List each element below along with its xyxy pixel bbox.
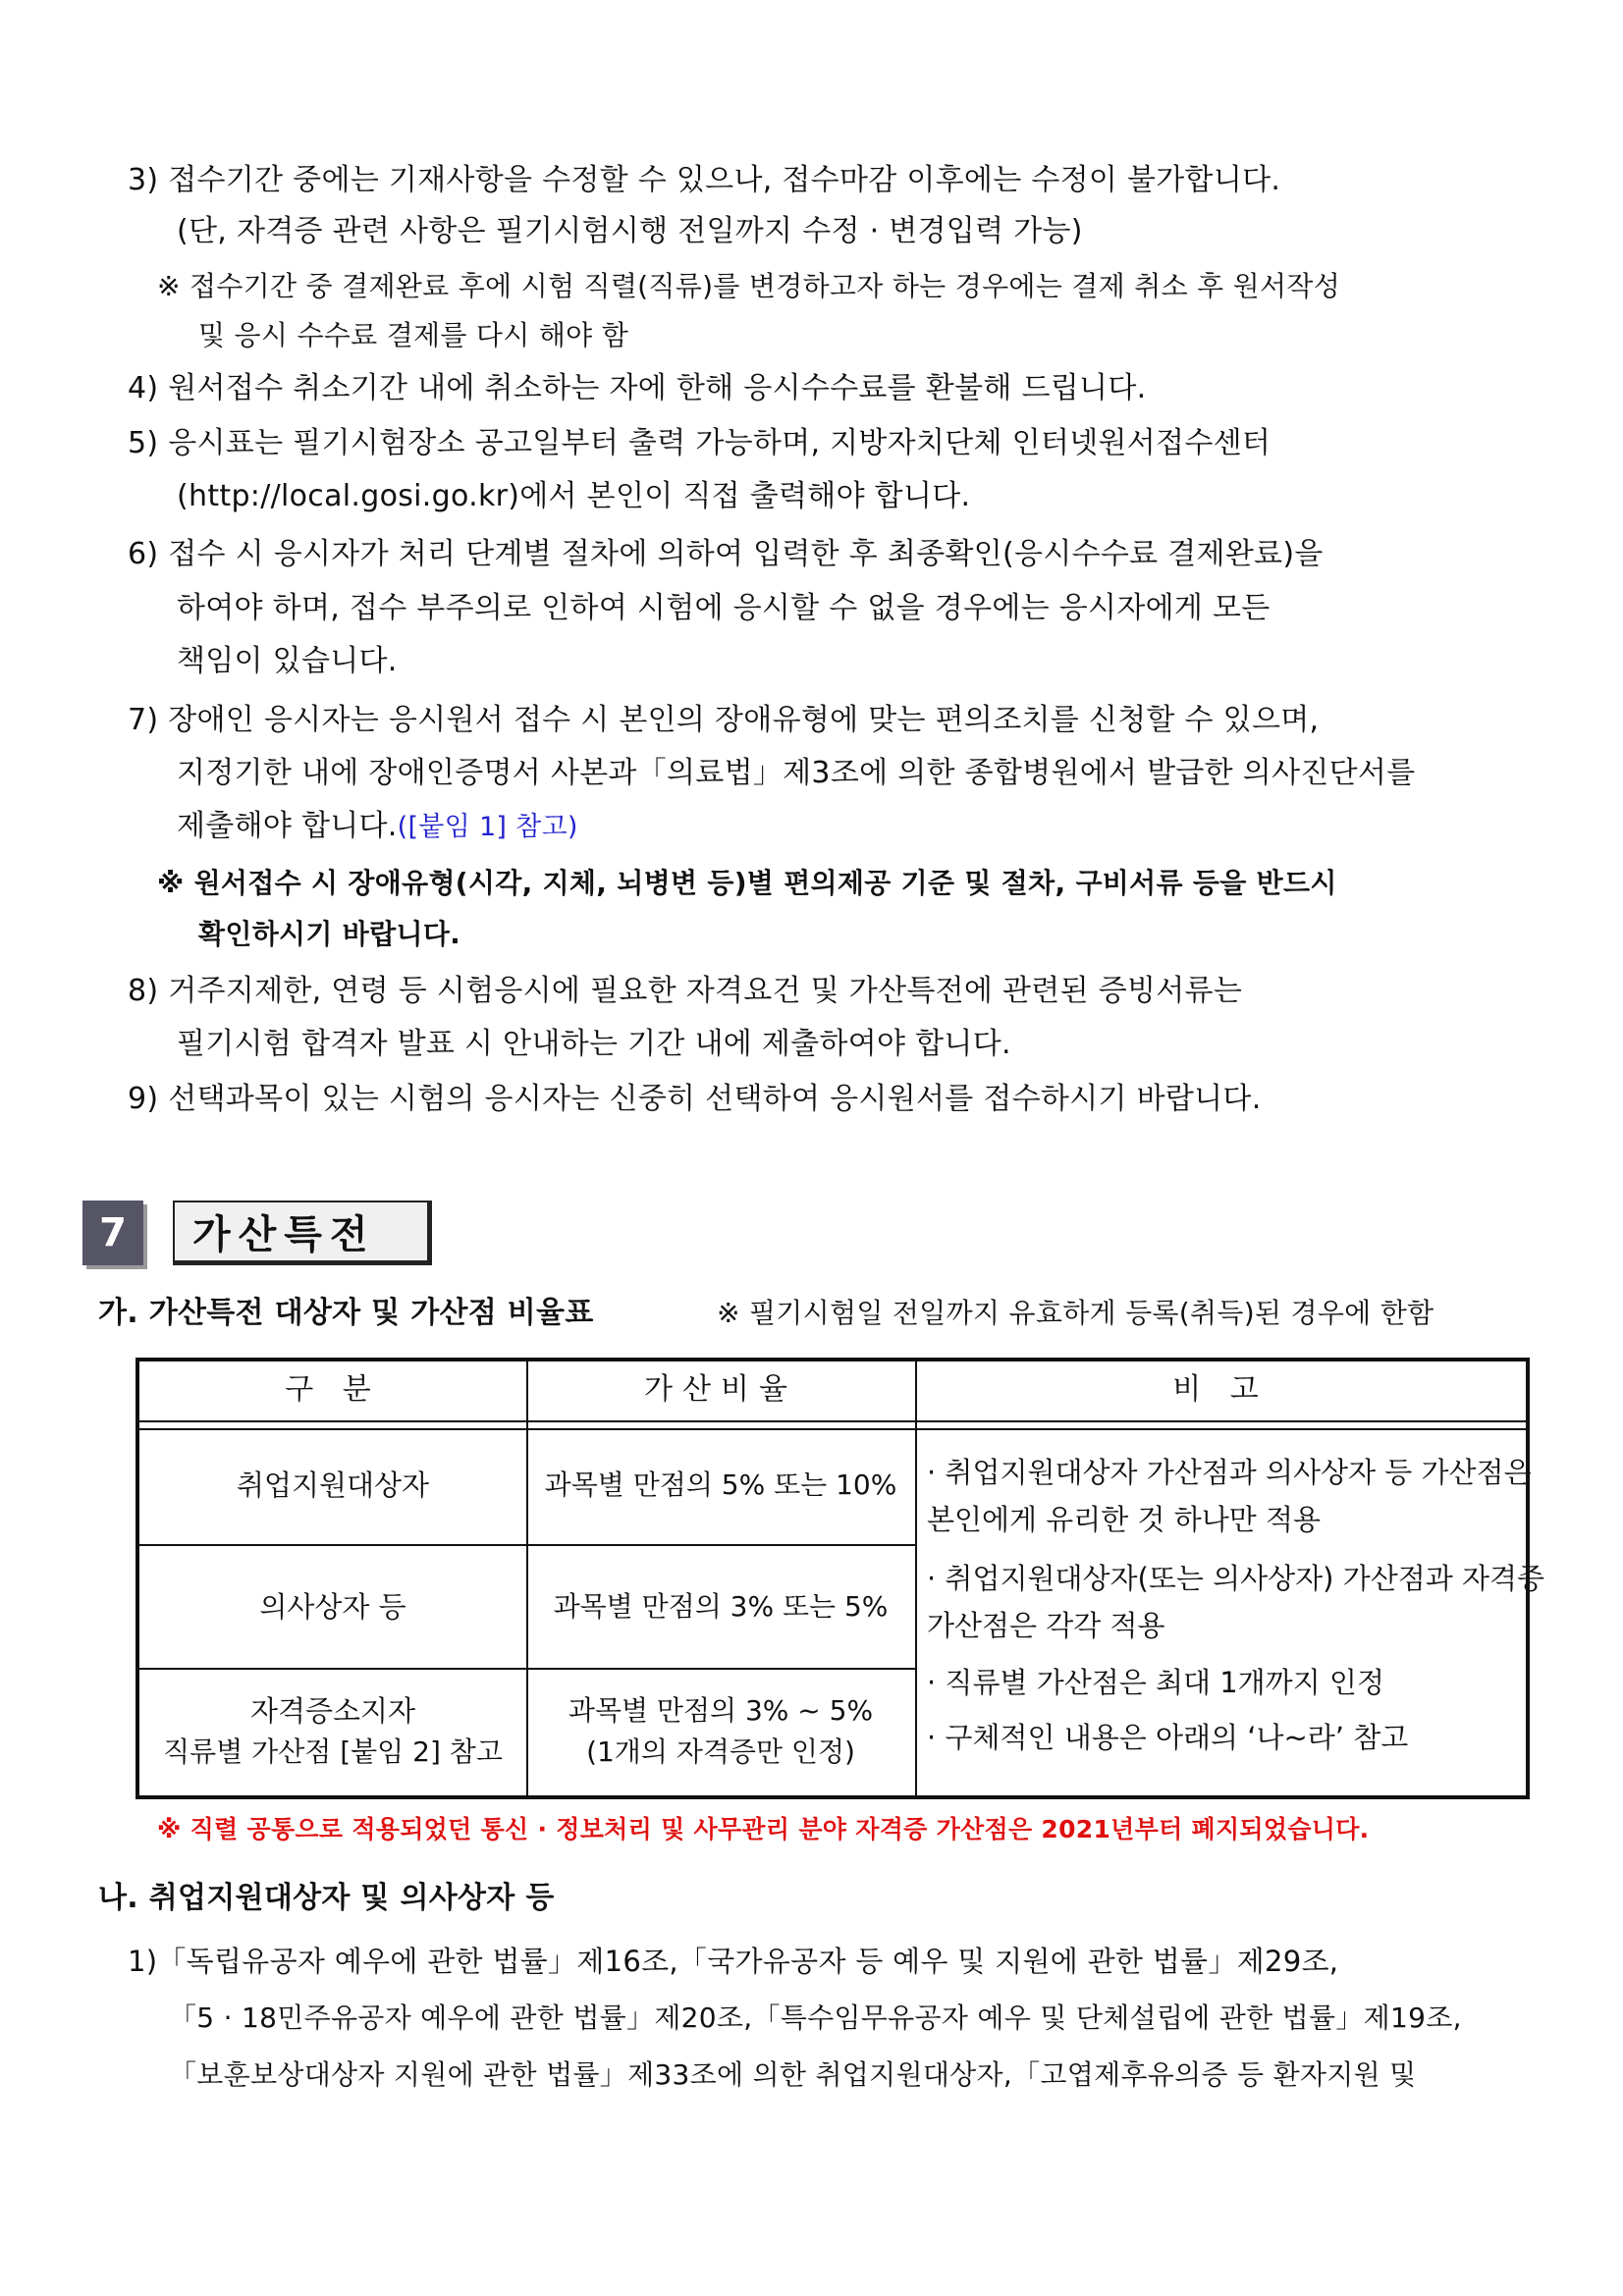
item-3-line-1: 3) 접수기간 중에는 기재사항을 수정할 수 있으나, 접수마감 이후에는 수정이 불가합니다. <box>128 163 1281 197</box>
remark-line-2: 본인에게 유리한 것 하나만 적용 <box>927 1503 1322 1536</box>
item-3-line-2: (단, 자격증 관련 사항은 필기시험시행 전일까지 수정 · 변경입력 가능) <box>177 214 1083 248</box>
row-2-category: 의사상자 등 <box>259 1590 406 1624</box>
item-3-note-line-2: 및 응시 수수료 결제를 다시 해야 함 <box>198 319 629 351</box>
item-7-line-2: 지정기한 내에 장애인증명서 사본과「의료법」제3조에 의한 종합병원에서 발급한 의사진단서를 <box>177 756 1416 790</box>
section-number-badge: 7 <box>82 1201 143 1265</box>
row-3-rate-line-2: (1개의 자격증만 인정) <box>586 1735 855 1768</box>
item-6-line-2: 하여야 하며, 접수 부주의로 인하여 시험에 응시할 수 없을 경우에는 응시자에게 모든 <box>177 591 1271 625</box>
attachment-1-reference: ([붙임 1] 참고) <box>397 812 578 842</box>
item-7-note-line-2: 확인하시기 바랍니다. <box>198 918 461 950</box>
item-7-line-1: 7) 장애인 응시자는 응시원서 접수 시 본인의 장애유형에 맞는 편의조치를 신청할 수 있으며, <box>128 703 1320 737</box>
row-1-rate: 과목별 만점의 5% 또는 10% <box>544 1468 897 1501</box>
row-2-rate: 과목별 만점의 3% 또는 5% <box>553 1590 889 1623</box>
item-9-line-1: 9) 선택과목이 있는 시험의 응시자는 신중히 선택하여 응시원서를 접수하시기 바랍니다. <box>128 1082 1262 1116</box>
remark-line-4: 가산점은 각각 적용 <box>927 1609 1165 1642</box>
item-5-line-1: 5) 응시표는 필기시험장소 공고일부터 출력 가능하며, 지방자치단체 인터넷원서접수센터 <box>128 426 1271 460</box>
table-divider <box>915 1362 917 1795</box>
subsection-a-note: ※ 필기시험일 전일까지 유효하게 등록(취득)된 경우에 한함 <box>717 1297 1434 1329</box>
item-4-line-1: 4) 원서접수 취소기간 내에 취소하는 자에 한해 응시수수료를 환불해 드립니다. <box>128 371 1147 405</box>
row-3-category-line-1: 자격증소지자 <box>249 1694 416 1728</box>
row-3-category-line-2: 직류별 가산점 [붙임 2] 참고 <box>163 1735 503 1768</box>
remark-line-3: · 취업지원대상자(또는 의사상자) 가산점과 자격증 <box>927 1562 1544 1595</box>
remark-line-1: · 취업지원대상자 가산점과 의사상자 등 가산점은 <box>927 1456 1532 1489</box>
remark-line-6: · 구체적인 내용은 아래의 ‘나~라’ 참고 <box>927 1721 1409 1754</box>
row-divider <box>139 1668 915 1670</box>
table-header-category: 구 분 <box>285 1372 381 1407</box>
subsection-b-heading: 나. 취업지원대상자 및 의사상자 등 <box>98 1881 555 1915</box>
item-7-note-line-1: ※ 원서접수 시 장애유형(시각, 지체, 뇌병변 등)별 편의제공 기준 및 절차, 구비서류 등을 반드시 <box>157 867 1337 899</box>
row-1-category: 취업지원대상자 <box>236 1468 430 1502</box>
table-footnote: ※ 직렬 공통으로 적용되었던 통신 · 정보처리 및 사무관리 분야 자격증 가산점은 2021년부터 폐지되었습니다. <box>157 1815 1370 1843</box>
subsection-a-heading: 가. 가산특전 대상자 및 가산점 비율표 <box>98 1296 594 1330</box>
subsection-b-line-1: 1)「독립유공자 예우에 관한 법률」제16조,「국가유공자 등 예우 및 지원에 관한 법률」제29조, <box>128 1945 1339 1978</box>
item-7-line-3 <box>177 807 578 847</box>
header-divider <box>139 1428 1526 1430</box>
item-3-note-line-1: ※ 접수기간 중 결제완료 후에 시험 직렬(직류)를 변경하고자 하는 경우에는 결제 취소 후 원서작성 <box>157 270 1341 302</box>
subsection-b-line-2: 「5 · 18민주유공자 예우에 관한 법률」제20조,「특수임무유공자 예우 및 단체설립에 관한 법률」제19조, <box>169 2002 1462 2034</box>
section-title: 가산특전 <box>173 1201 432 1265</box>
table-header-remarks: 비 고 <box>1172 1372 1269 1407</box>
item-8-line-1: 8) 거주지제한, 연령 등 시험응시에 필요한 자격요건 및 가산특전에 관련된 증빙서류는 <box>128 974 1243 1008</box>
remark-line-5: · 직류별 가산점은 최대 1개까지 인정 <box>927 1666 1384 1699</box>
item-6-line-1: 6) 접수 시 응시자가 처리 단계별 절차에 의하여 입력한 후 최종확인(응시수수료 결제완료)을 <box>128 537 1324 571</box>
item-8-line-2: 필기시험 합격자 발표 시 안내하는 기간 내에 제출하여야 합니다. <box>177 1027 1011 1061</box>
subsection-b-line-3: 「보훈보상대상자 지원에 관한 법률」제33조에 의한 취업지원대상자,「고엽제후유의증 등 환자지원 및 <box>169 2058 1417 2091</box>
header-divider <box>139 1420 1526 1422</box>
table-header-rate: 가산비율 <box>644 1372 797 1407</box>
row-divider <box>139 1544 915 1546</box>
item-6-line-3: 책임이 있습니다. <box>177 644 398 678</box>
row-3-rate-line-1: 과목별 만점의 3% ~ 5% <box>568 1694 874 1727</box>
item-7-line-3-text: 제출해야 합니다. <box>177 809 398 843</box>
item-5-line-2: (http://local.gosi.go.kr)에서 본인이 직접 출력해야 합니다. <box>177 479 971 513</box>
